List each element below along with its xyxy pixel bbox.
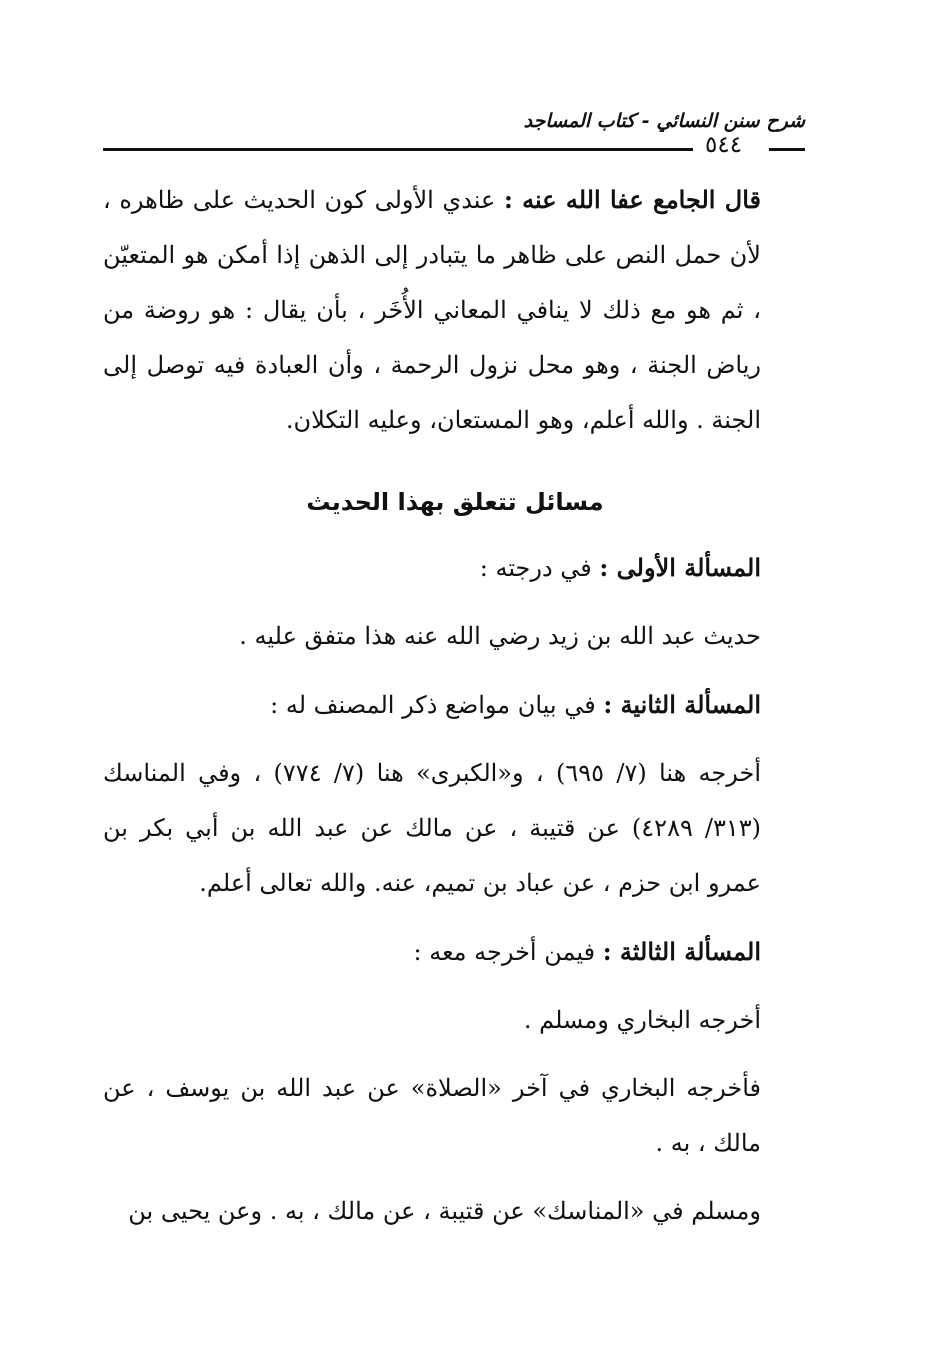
issue3-title: فيمن أخرجه معه : [413,938,603,966]
issue3-text3: ومسلم في «المناسك» عن قتيبة ، عن مالك ، به . وعن يحيى بن [128,1197,761,1225]
running-title: شرح سنن النسائي - كتاب المساجد [523,110,805,132]
issue3-text2: فأخرجه البخاري في آخر «الصلاة» عن عبد الله بن يوسف ، عن مالك ، به . [103,1074,761,1157]
issue1-text: حديث عبد الله بن زيد رضي الله عنه هذا متفق عليه . [239,622,761,650]
intro-text: عندي الأولى كون الحديث على ظاهره ، لأن حمل النص على ظاهر ما يتبادر إلى الذهن إذا أمكن هو المتعيّن ، ثم هو مع ذلك لا ينافي المعاني الأُخَر ، بأن يقال : هو روضة من رياض الجنة ، وهو محل نزول الرحمة ، وأن العبادة فيه توصل إلى الجنة . والله أعلم، وهو المستعان، وعليه التكلان. [103,186,761,434]
issue2-title: في بيان مواضع ذكر المصنف له : [270,691,604,719]
issue1-title: في درجته : [479,554,600,582]
header-rule [103,148,693,151]
issue3-heading [103,924,807,980]
issue3-text1: أخرجه البخاري ومسلم . [523,1006,761,1034]
intro-paragraph [103,172,807,448]
issue3-label: المسألة الثالثة : [602,937,761,966]
page-number: ٥٤٤ [705,132,743,158]
page-header [103,108,805,158]
section-heading: مسائل تتعلق بهذا الحديث [306,488,604,516]
page-body [103,172,807,1239]
issue2-heading [103,677,807,733]
intro-lead: قال الجامع عفا الله عنه : [503,185,761,214]
issue2-text: أخرجه هنا (٧/ ٦٩٥) ، و«الكبرى» هنا (٧/ ٧٧٤) ، وفي المناسك (٣١٣/ ٤٢٨٩) عن قتيبة ، عن مالك عن عبد الله بن أبي بكر بن عمرو ابن حزم ، عن عباد بن تميم، عنه. والله تعالى أعلم. [103,759,762,897]
issue2-label: المسألة الثانية : [603,690,761,719]
header-rule-short [769,148,805,151]
issue1-label: المسألة الأولى : [599,553,761,582]
issue1-heading [103,540,807,596]
